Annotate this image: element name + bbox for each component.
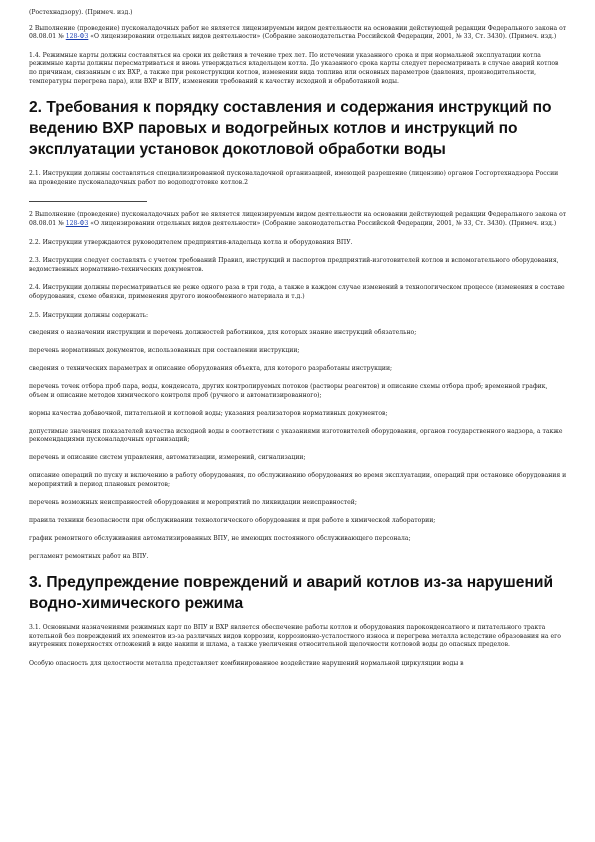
instruction-contents-list bbox=[29, 329, 567, 561]
paragraph-3-1: 3.1. Основными назначениями режимных карт по ВПУ и ВХР является обеспечение работы котлов и оборудования пароконденсатного и питательного тракта котельной без повреждений их элементов из-за различных видов коррозии, коррозионно-усталостного износа и перегрева металла вследствие образования на его внутренних поверхностях отложений в виде накипи и шлама, а также увеличения относительной щелочности котловой воды до опасных пределов. bbox=[29, 624, 561, 649]
list-item: перечень нормативных документов, использованных при составлении инструкции; bbox=[29, 347, 300, 355]
footnote bbox=[29, 25, 567, 42]
list-item: допустимые значения показателей качества исходной воды в соответствии с указаниями изготовителей оборудования, органов государственного надзора, а также рекомендациями пусконаладочных организаций; bbox=[29, 427, 563, 444]
law-link[interactable]: 128-ФЗ bbox=[65, 219, 89, 227]
paragraph-2-1: 2.1. Инструкции должны составляться специализированной пусконаладочной организацией, имеющей разрешение (лицензию) органов Госгортехнадзора России на проведение пусконаладочных работ по водоподготовке котлов.2 bbox=[29, 170, 559, 186]
list-item: перечень точек отбора проб пара, воды, конденсата, других контролируемых потоков (растворы реагентов) и описание схемы отбора проб; временной график, объем и описание методов химического контроля проб (ручного и автоматизированного); bbox=[29, 383, 548, 399]
list-item: сведения о назначении инструкции и перечень должностей работников, для которых знание инструкций обязательно; bbox=[29, 329, 417, 337]
list-item: регламент ремонтных работ на ВПУ. bbox=[29, 552, 149, 560]
paragraph-2-5: 2.5. Инструкции должны содержать: bbox=[29, 311, 149, 319]
paragraph-2-3: 2.3. Инструкции следует составлять с учетом требований Правил, инструкций и паспортов предприятий-изготовителей котлов и вспомогательного оборудования, ведомственных нормативно-технических документов. bbox=[29, 257, 559, 273]
paragraph-3-2: Особую опасность для целостности металла представляет комбинированное воздействие нарушений нормальной циркуляции воды в bbox=[29, 660, 464, 668]
footnote-text: 2 Выполнение (проведение) пусконаладочных работ не является лицензируемым видом деятельности на основании действующей редакции Федерального закона от 08.08.01 № bbox=[29, 211, 567, 227]
footnote bbox=[29, 211, 567, 228]
footnote-text-cont: «О лицензировании отдельных видов деятельности» (Собрание законодательства Российской Федерации, 2001, № 33, Ст. 3430). (Примеч. изд.) bbox=[90, 219, 557, 227]
paragraph-2-2: 2.2. Инструкции утверждаются руководителем предприятия-владельца котла и оборудования ВПУ. bbox=[29, 238, 353, 246]
section-2-heading: 2. Требования к порядку составления и содержания инструкций по ведению ВХР паровых и водогрейных котлов и инструкций по эксплуатации установок докотловой обработки воды bbox=[29, 99, 552, 159]
list-item: график ремонтного обслуживания автоматизированных ВПУ, не имеющих постоянного обслуживающего персонала; bbox=[29, 534, 411, 542]
paragraph-1-4: 1.4. Режимные карты должны составляться на сроки их действия в течение трех лет. По истечении указанного срока и при нормальной эксплуатации котла режимные карты должны пересматриваться и вновь утверждаться владельцем котла. До указанного срока карты следует пересматривать в случае аварий котлов по причинам, связанным с их ВХР, а также при реконструкции котлов, изменении вида топлива или основных параметров (давления, производительности, температуры перегрева пара), или ВХР и ВПУ, изменении требований к качеству исходной и обработанной воды. bbox=[29, 51, 559, 85]
law-link[interactable]: 128-ФЗ bbox=[65, 33, 89, 41]
list-item: перечень возможных неисправностей оборудования и мероприятий по ликвидации неисправностей; bbox=[29, 498, 357, 506]
footnote-divider bbox=[29, 201, 147, 202]
list-item: сведения о технических параметрах и описание оборудования объекта, для которого разработаны инструкции; bbox=[29, 365, 393, 373]
list-item: перечень и описание систем управления, автоматизации, измерений, сигнализации; bbox=[29, 454, 306, 462]
list-item: описание операций по пуску и включению в работу оборудования, по обслуживанию оборудования во время эксплуатации, операций при остановке оборудования и мероприятий в период плановых ремонтов; bbox=[29, 472, 567, 488]
paragraph-2-4: 2.4. Инструкции должны пересматриваться не реже одного раза в три года, а также в каждом случае изменений в технологическом процессе (изменения в составе оборудования, схеме обвязки, применения другого ионообменного материала и т.д.) bbox=[29, 284, 565, 300]
list-item: нормы качества добавочной, питательной и котловой воды; указания реализаторов нормативных документов; bbox=[29, 409, 388, 417]
list-item: правила техники безопасности при обслуживании технологического оборудования и при работе в химической лаборатории; bbox=[29, 516, 436, 524]
footnote-text: 2 Выполнение (проведение) пусконаладочных работ не является лицензируемым видом деятельности на основании действующей редакции Федерального закона от 08.08.01 № bbox=[29, 24, 567, 41]
section-3-heading: 3. Предупреждение повреждений и аварий котлов из-за нарушений водно-химического режима bbox=[29, 574, 554, 613]
footnote-text-cont: «О лицензировании отдельных видов деятельности» (Собрание законодательства Российской Федерации, 2001, № 33, Ст. 3430). (Примеч. изд.) bbox=[90, 33, 557, 41]
note-line: (Ростехнадзору). (Примеч. изд.) bbox=[29, 9, 133, 16]
